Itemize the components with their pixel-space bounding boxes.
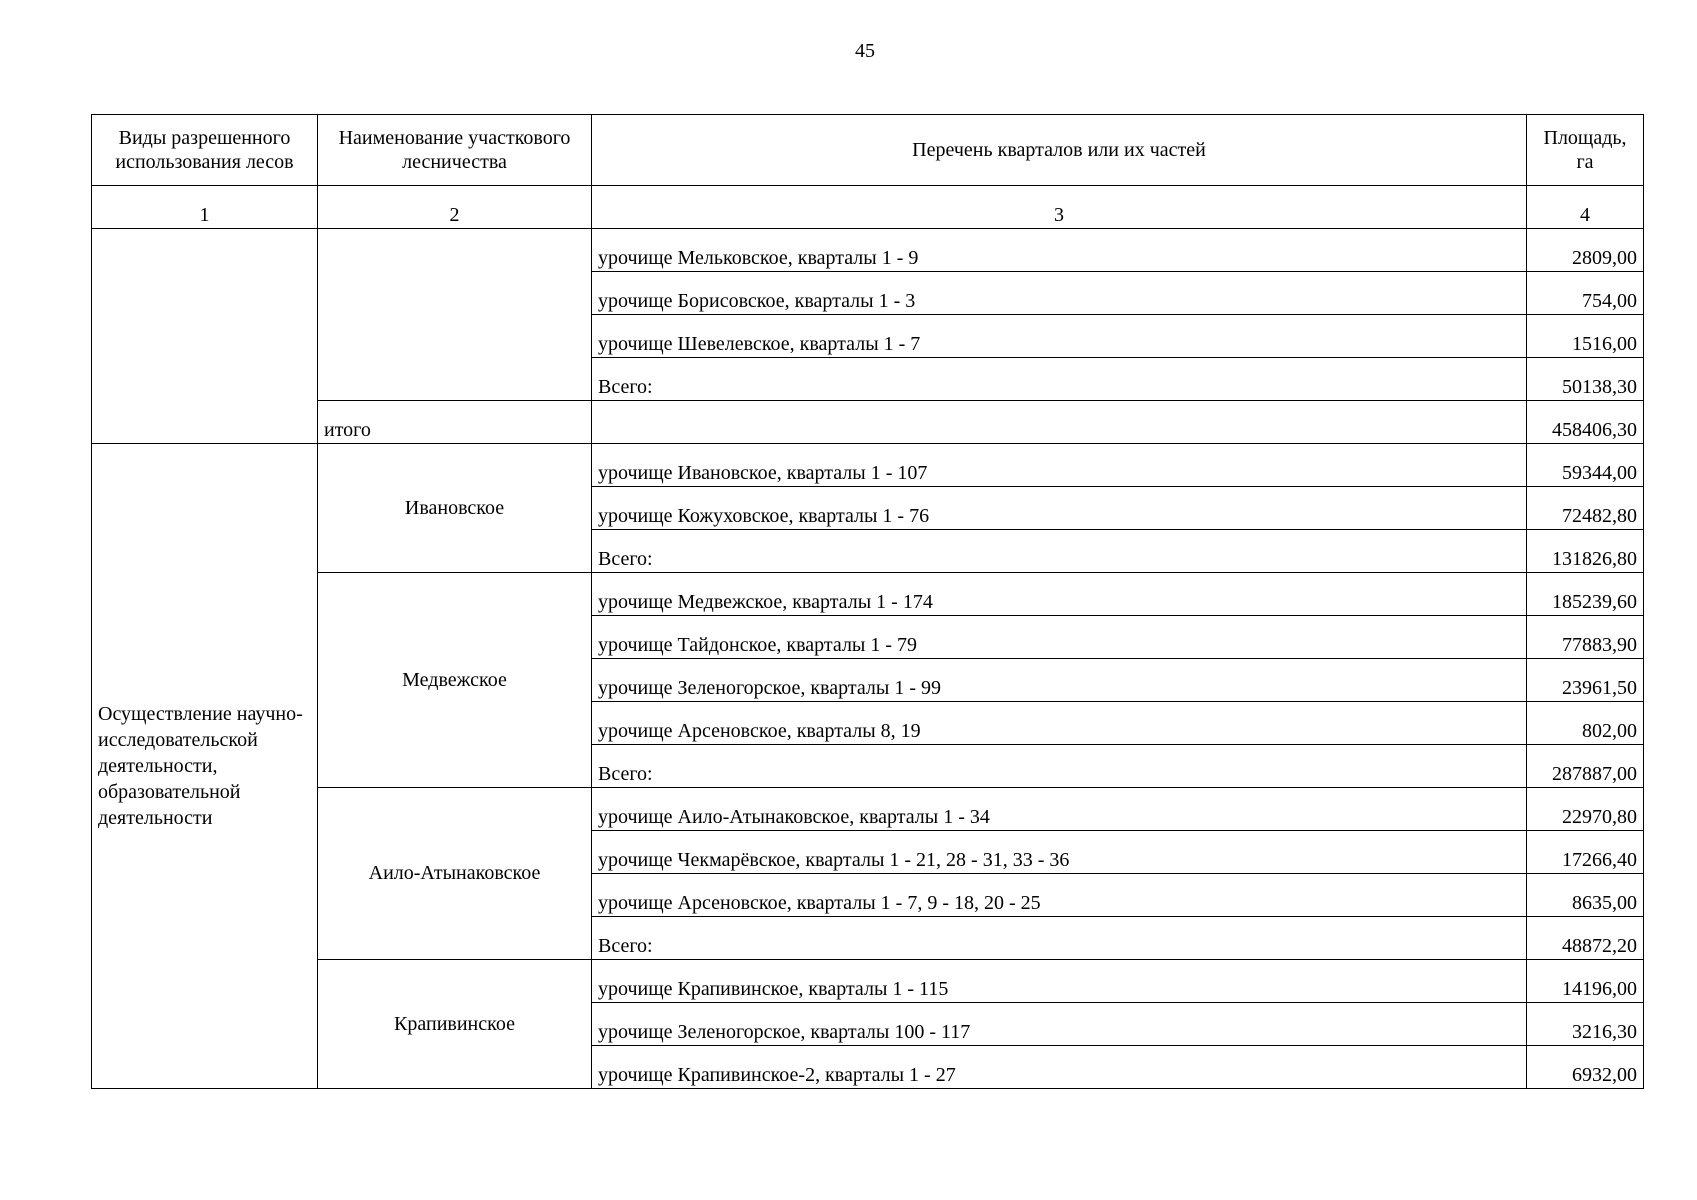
- quarter-item: урочище Медвежское, кварталы 1 - 174: [592, 573, 1527, 616]
- usage-type: Осуществление научно-исследовательской деятельности, образовательной деятельности: [92, 444, 318, 1089]
- area-value: 22970,80: [1527, 788, 1644, 831]
- itogo-label: итого: [318, 401, 592, 444]
- area-value: 72482,80: [1527, 487, 1644, 530]
- header-forestry-name: Наименование участкового лесничества: [318, 115, 592, 186]
- area-value: 2809,00: [1527, 229, 1644, 272]
- quarter-item: урочище Чекмарёвское, кварталы 1 - 21, 28 - 31, 33 - 36: [592, 831, 1527, 874]
- column-number: 2: [318, 186, 592, 229]
- area-value: 14196,00: [1527, 960, 1644, 1003]
- table-row: [92, 573, 1644, 616]
- column-number: 3: [592, 186, 1527, 229]
- header-row: [92, 115, 1644, 186]
- forestry-name: Медвежское: [318, 573, 592, 788]
- quarter-item: урочище Зеленогорское, кварталы 1 - 99: [592, 659, 1527, 702]
- quarter-item: урочище Арсеновское, кварталы 1 - 7, 9 - 18, 20 - 25: [592, 874, 1527, 917]
- quarter-item: урочище Борисовское, кварталы 1 - 3: [592, 272, 1527, 315]
- area-value: 6932,00: [1527, 1046, 1644, 1089]
- forestry-name: Ивановское: [318, 444, 592, 573]
- area-value: 754,00: [1527, 272, 1644, 315]
- total-area: 50138,30: [1527, 358, 1644, 401]
- total-area: 48872,20: [1527, 917, 1644, 960]
- total-label: Всего:: [592, 745, 1527, 788]
- itogo-empty: [592, 401, 1527, 444]
- quarter-item: урочище Крапивинское, кварталы 1 - 115: [592, 960, 1527, 1003]
- quarter-item: урочище Аило-Атынаковское, кварталы 1 - 34: [592, 788, 1527, 831]
- quarter-item: урочище Мельковское, кварталы 1 - 9: [592, 229, 1527, 272]
- table-row: [92, 960, 1644, 1003]
- quarter-item: урочище Кожуховское, кварталы 1 - 76: [592, 487, 1527, 530]
- quarter-item: урочище Крапивинское-2, кварталы 1 - 27: [592, 1046, 1527, 1089]
- table-row: [92, 229, 1644, 272]
- column-number: 4: [1527, 186, 1644, 229]
- quarter-item: урочище Арсеновское, кварталы 8, 19: [592, 702, 1527, 745]
- itogo-area: 458406,30: [1527, 401, 1644, 444]
- column-number: 1: [92, 186, 318, 229]
- table-row: [92, 444, 1644, 487]
- column-number-row: [92, 186, 1644, 229]
- total-area: 131826,80: [1527, 530, 1644, 573]
- forestry-cell-empty: [318, 229, 592, 401]
- header-quarters-list: Перечень кварталов или их частей: [592, 115, 1527, 186]
- area-value: 59344,00: [1527, 444, 1644, 487]
- itogo-row: [92, 401, 1644, 444]
- quarter-item: урочище Тайдонское, кварталы 1 - 79: [592, 616, 1527, 659]
- page-number: 45: [855, 40, 875, 62]
- quarter-item: урочище Зеленогорское, кварталы 100 - 117: [592, 1003, 1527, 1046]
- total-label: Всего:: [592, 530, 1527, 573]
- quarter-item: урочище Шевелевское, кварталы 1 - 7: [592, 315, 1527, 358]
- usage-cell-empty: [92, 229, 318, 444]
- area-value: 185239,60: [1527, 573, 1644, 616]
- area-value: 8635,00: [1527, 874, 1644, 917]
- forestry-name: Крапивинское: [318, 960, 592, 1089]
- header-area: Площадь, га: [1527, 115, 1644, 186]
- area-value: 17266,40: [1527, 831, 1644, 874]
- forestry-name: Аило-Атынаковское: [318, 788, 592, 960]
- area-value: 802,00: [1527, 702, 1644, 745]
- total-label: Всего:: [592, 917, 1527, 960]
- total-area: 287887,00: [1527, 745, 1644, 788]
- header-usage-type: Виды разрешенного использования лесов: [92, 115, 318, 186]
- forest-usage-table: [91, 114, 1644, 1089]
- area-value: 77883,90: [1527, 616, 1644, 659]
- table-row: [92, 788, 1644, 831]
- area-value: 3216,30: [1527, 1003, 1644, 1046]
- area-value: 1516,00: [1527, 315, 1644, 358]
- quarter-item: урочище Ивановское, кварталы 1 - 107: [592, 444, 1527, 487]
- total-label: Всего:: [592, 358, 1527, 401]
- area-value: 23961,50: [1527, 659, 1644, 702]
